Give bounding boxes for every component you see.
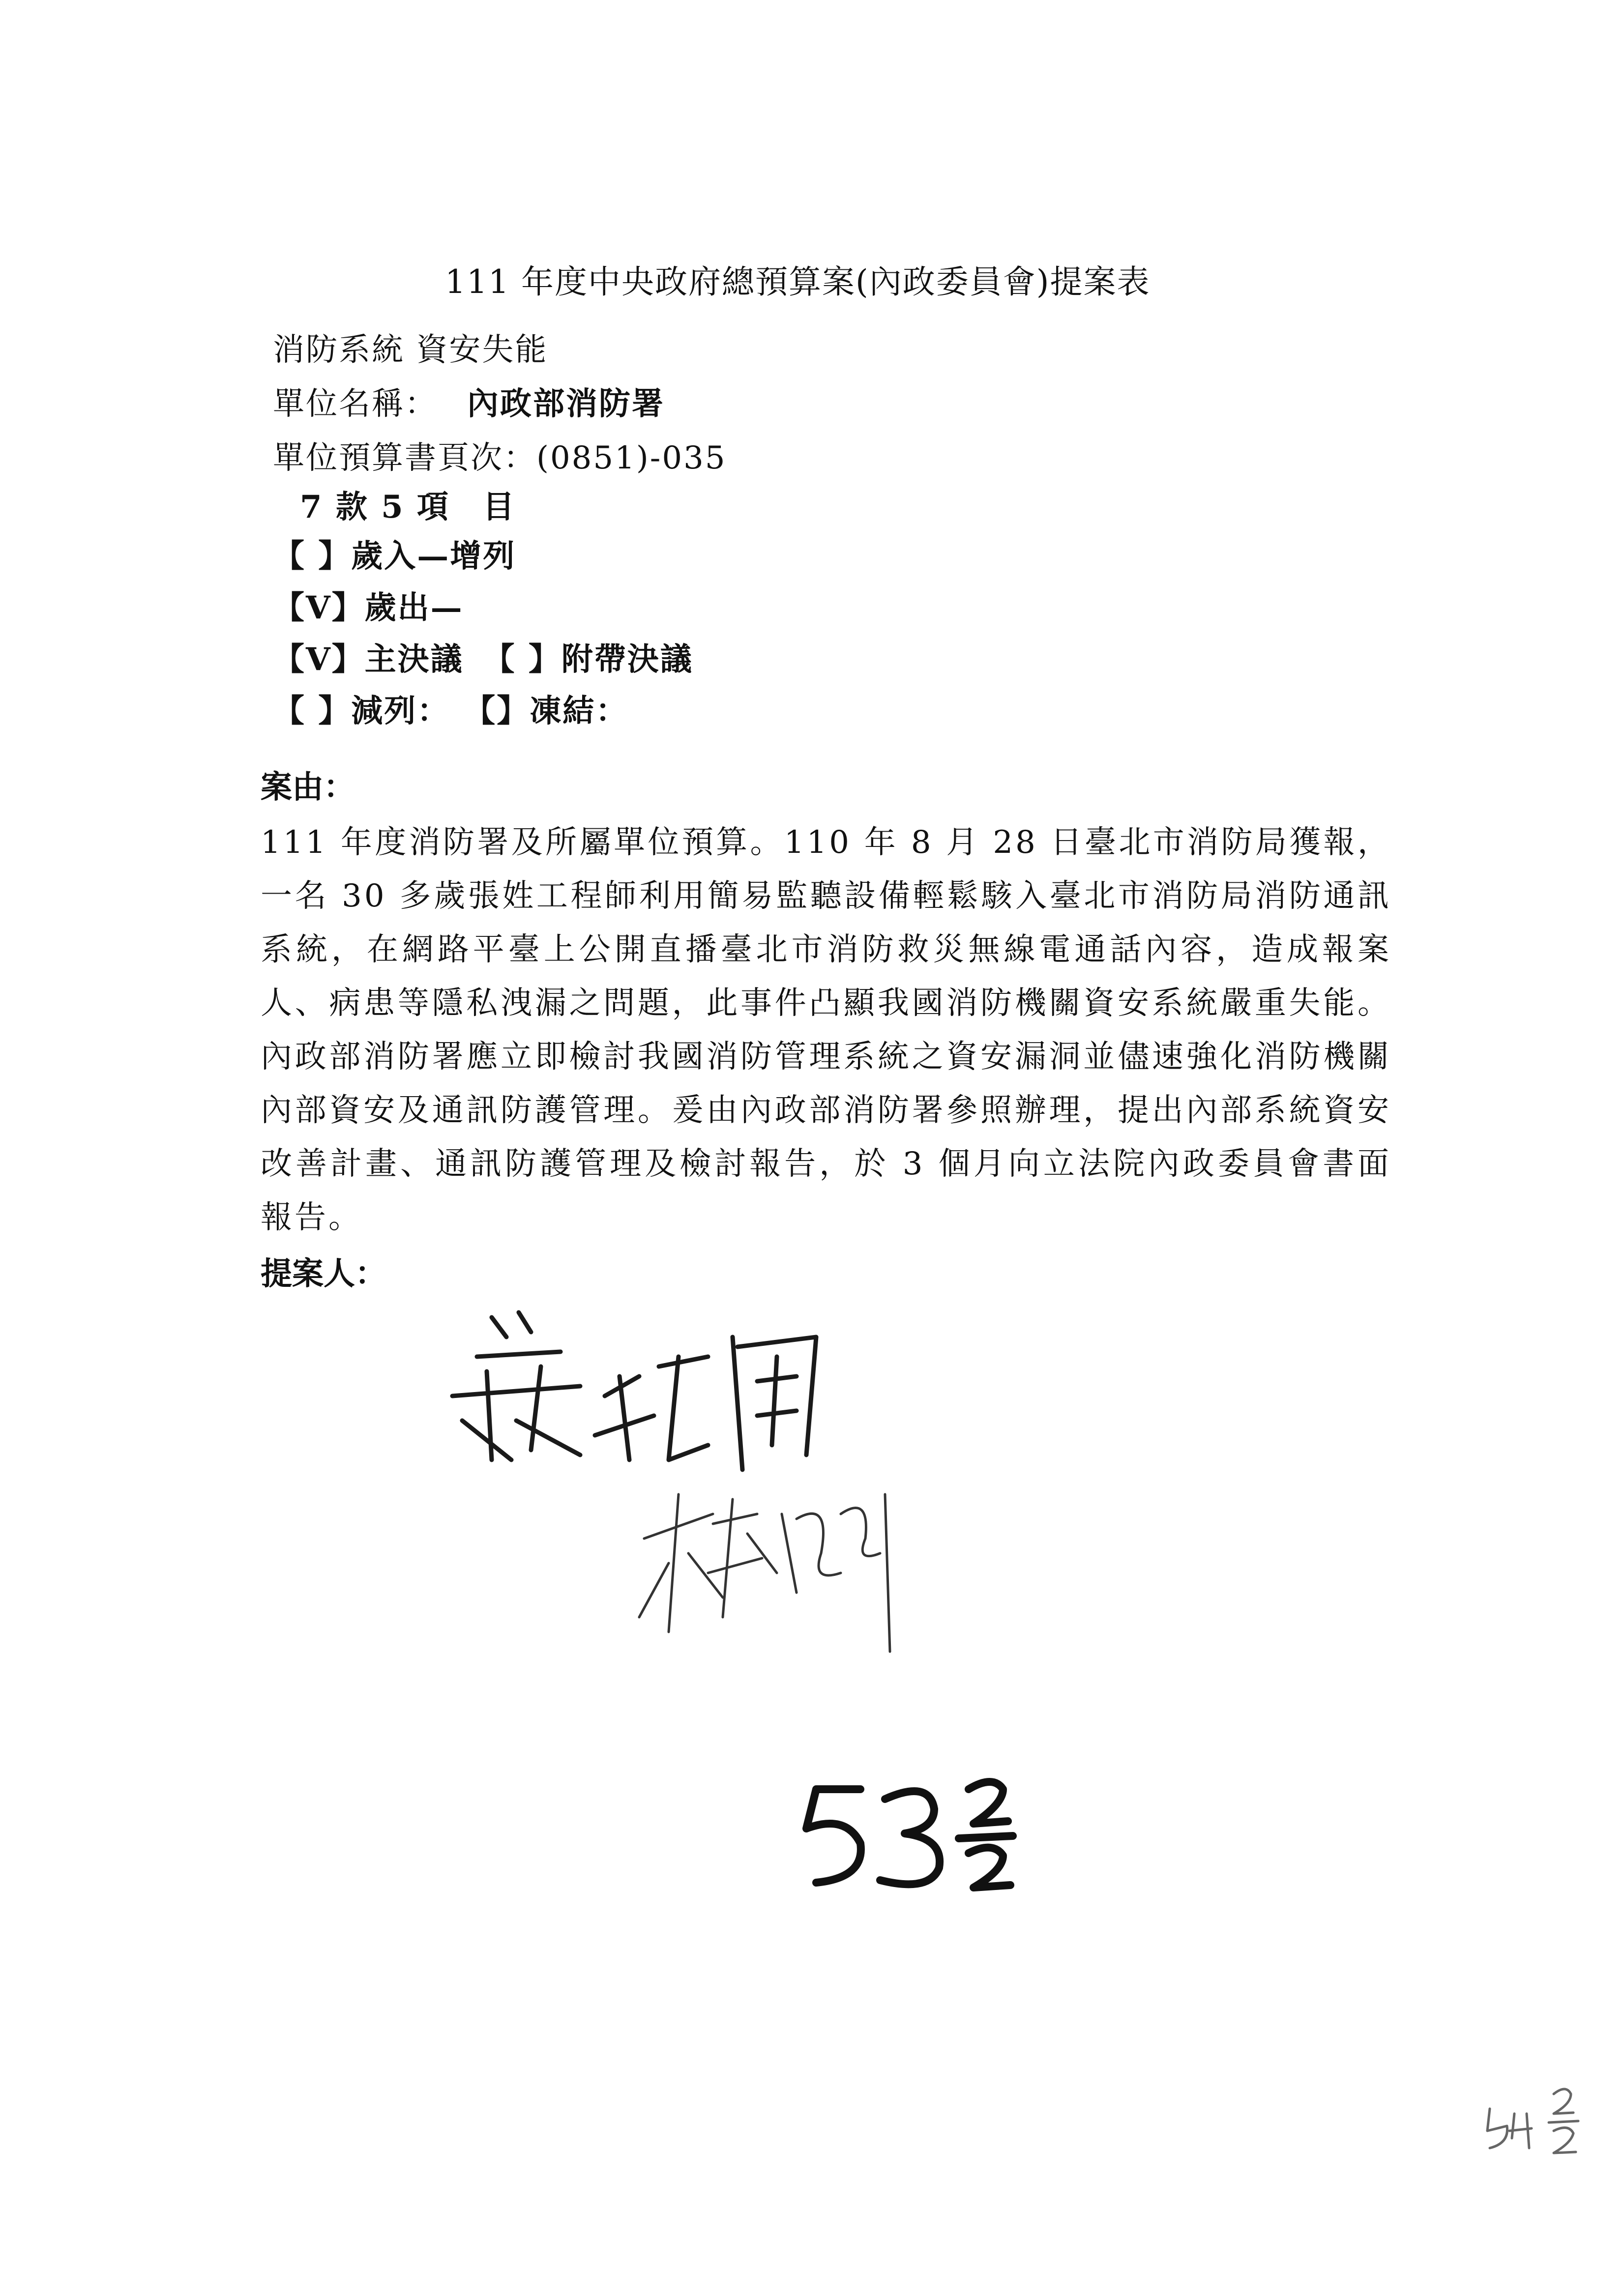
checkbox-freeze: 【】凍結： <box>479 693 629 729</box>
handwritten-number-glyphs <box>787 1770 1042 1897</box>
resolution-line <box>273 634 693 679</box>
checkbox-supplementary-resolution: 【 】附帶決議 <box>483 641 693 678</box>
corner-note <box>1480 2084 1593 2160</box>
document-title: 111 年度中央政府總預算案(內政委員會)提案表 <box>445 263 1151 301</box>
checkbox-decrease: 【 】減列： <box>273 693 450 729</box>
handwritten-number <box>787 1770 1042 1899</box>
reason-label: 案由： <box>261 769 355 806</box>
unit-value: 內政部消防署 <box>467 385 665 422</box>
signature-2 <box>634 1455 910 1661</box>
proposer-label: 提案人： <box>261 1255 386 1292</box>
corner-note-glyphs <box>1480 2084 1593 2158</box>
budget-pages-line: 單位預算書頁次：(0851)-035 <box>273 440 727 476</box>
checkbox-main-resolution: 【V】主決議 <box>273 641 464 678</box>
checkbox-expenditure: 【V】歲出— <box>273 589 464 626</box>
subject-line: 消防系統 資安失能 <box>273 332 548 368</box>
decrease-freeze-line <box>273 686 628 731</box>
unit-line <box>273 378 665 424</box>
unit-label: 單位名稱： <box>273 386 438 422</box>
item-line: 7 款 5 項 目 <box>300 489 516 525</box>
checkbox-revenue-increase: 【 】歲入—增列 <box>273 538 516 575</box>
reason-text: 111 年度消防署及所屬單位預算。110 年 8 月 28 日臺北市消防局獲報，一名 30 多歲張姓工程師利用簡易監聽設備輕鬆駭入臺北市消防局消防通訊系統，在網路平臺上公開直播臺北市消防救災無線電通話內容，造成報案人、病患等隱私洩漏之問題，此事件凸顯我國消防機關資安系統嚴重失能。內政部消防署應立即檢討我國消防管理系統之資安漏洞並儘速強化消防機關內部資安及通訊防護管理。爰由內政部消防署參照辦理，提出內部系統資安改善計畫、通訊防護管理及檢討報告，於 3 個月向立法院內政委員會書面報告。 <box>261 824 1391 1236</box>
